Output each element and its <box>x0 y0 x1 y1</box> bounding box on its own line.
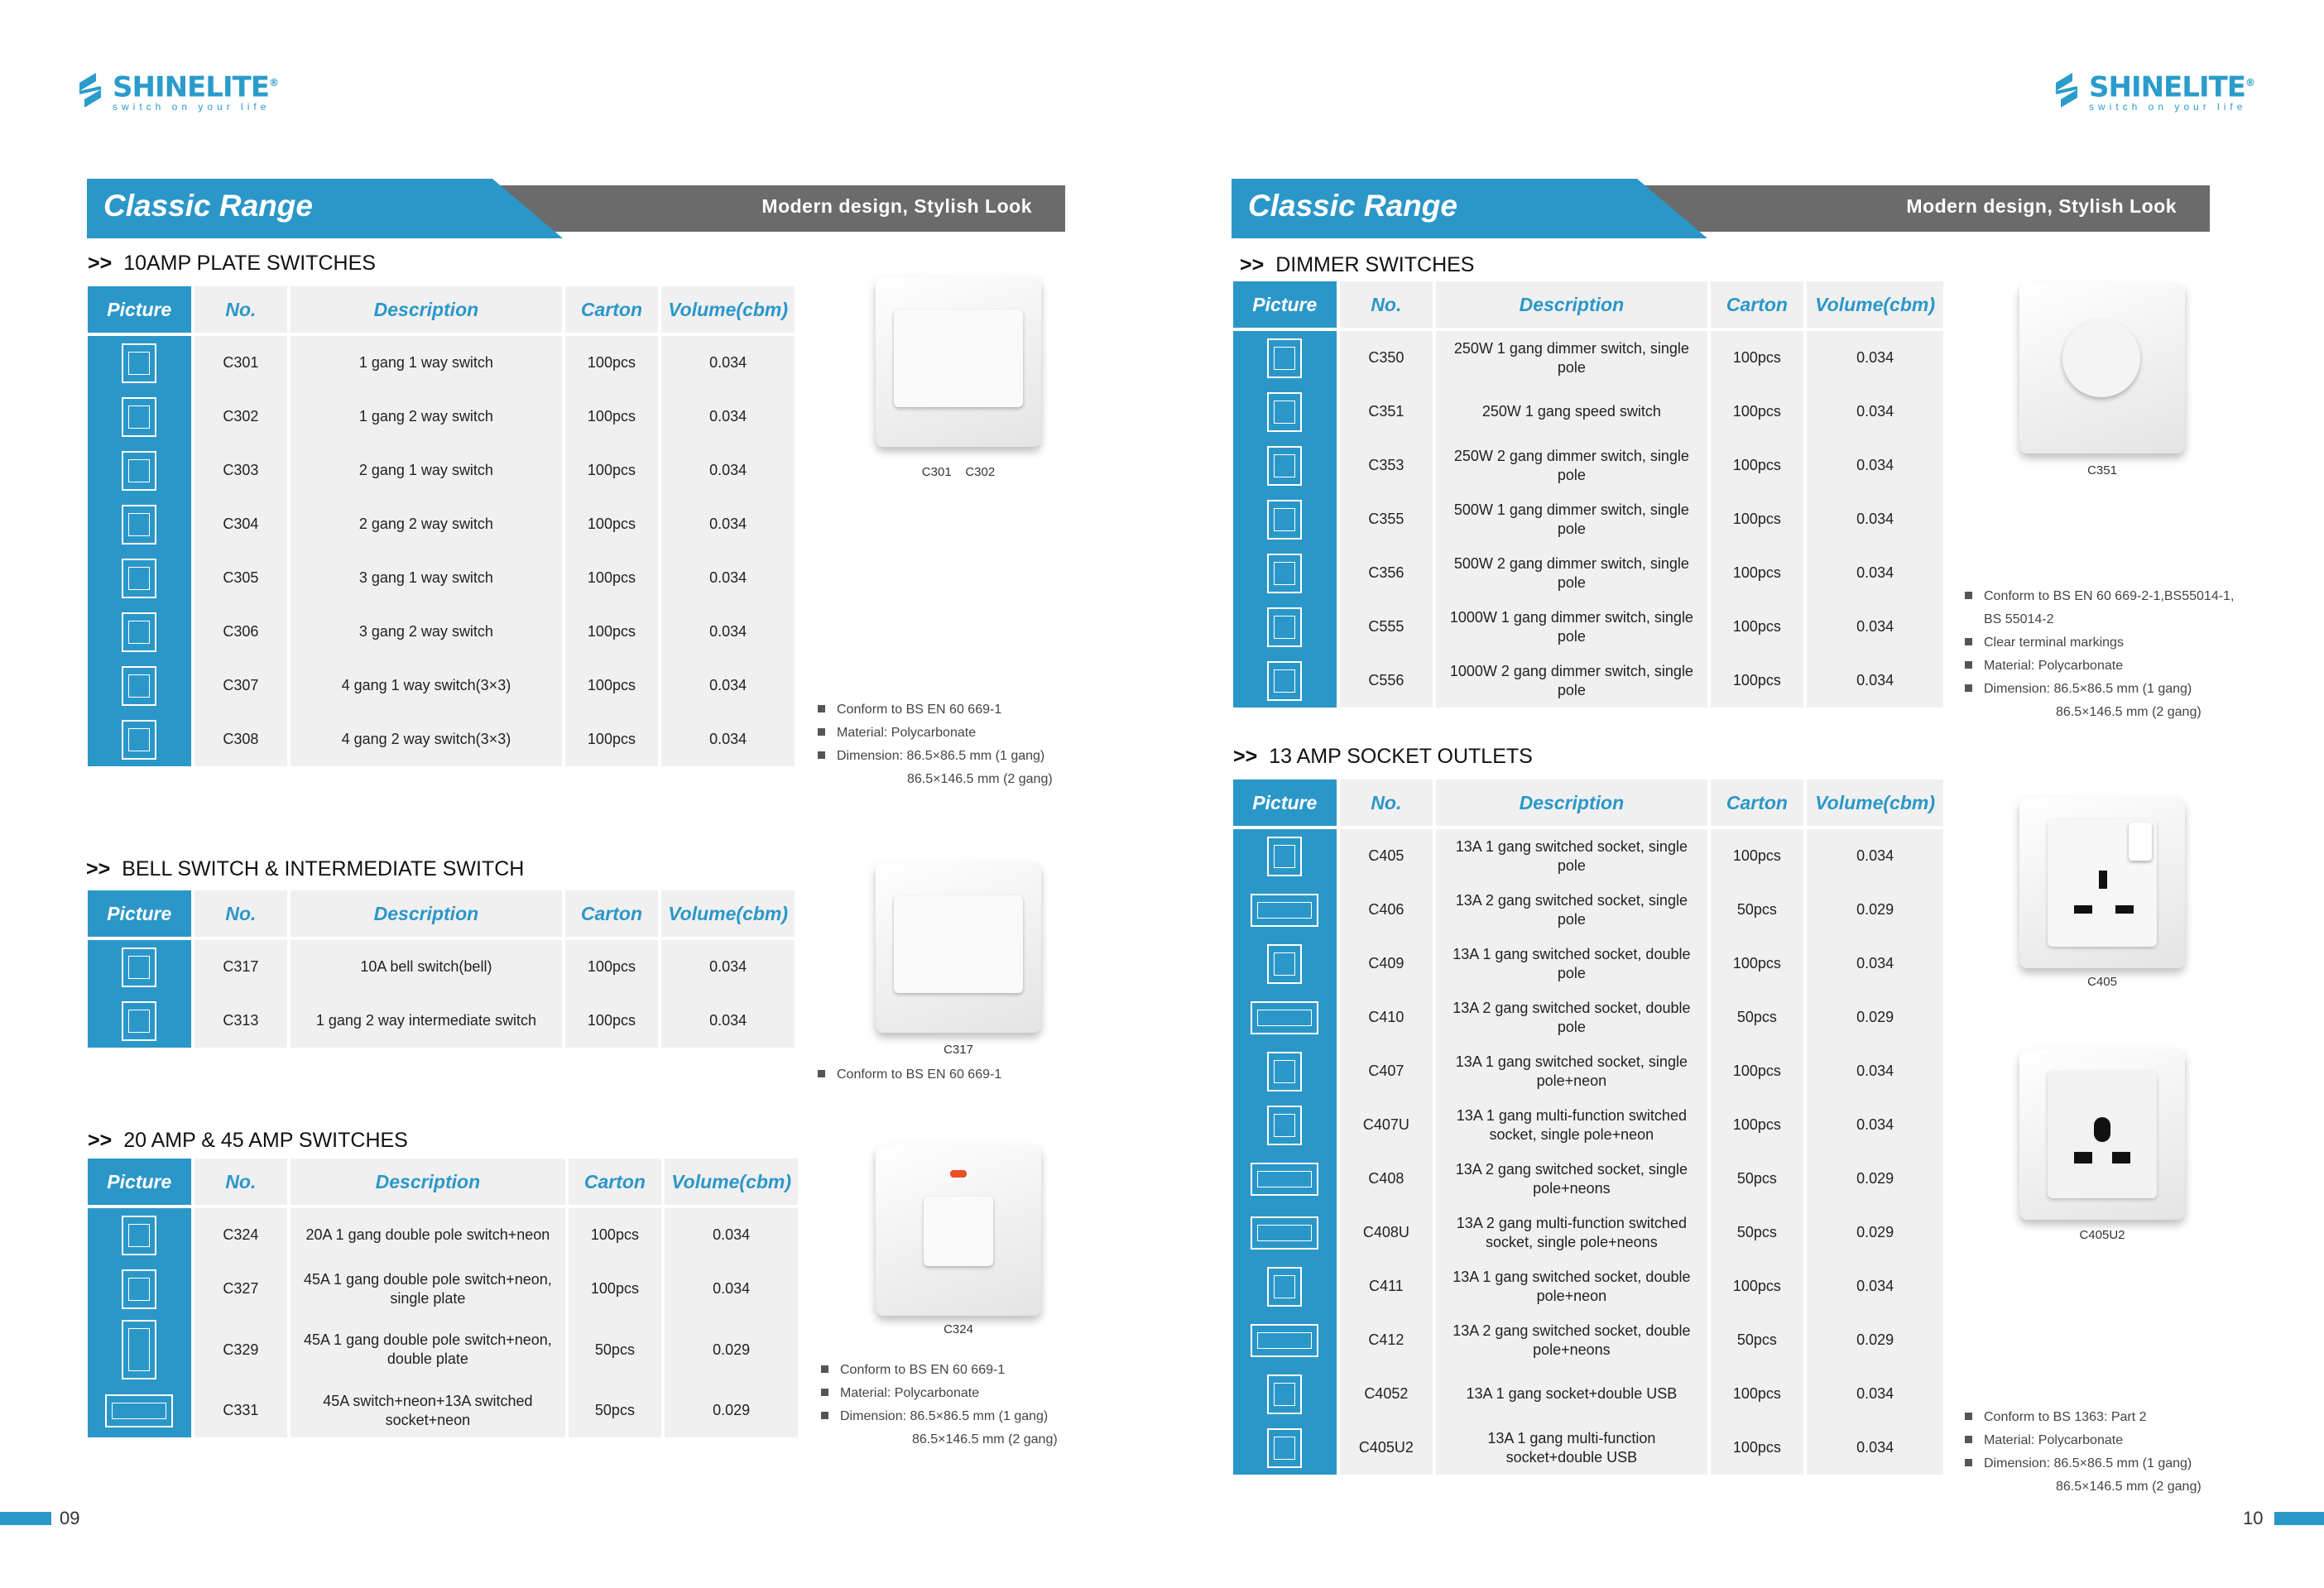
row-desc: 20A 1 gang double pole switch+neon <box>290 1208 565 1262</box>
row-desc: 1000W 1 gang dimmer switch, single pole <box>1436 600 1707 654</box>
spec-notes-plate <box>818 698 1053 791</box>
col-no: No. <box>194 286 288 336</box>
row-vol: 0.034 <box>1807 1259 1943 1313</box>
note: Material: Polycarbonate <box>1984 1433 2124 1447</box>
row-vol: 0.034 <box>1807 600 1943 654</box>
row-carton: 100pcs <box>569 1208 662 1262</box>
section-title-text: 13 AMP SOCKET OUTLETS <box>1269 745 1533 768</box>
row-no: C408U <box>1340 1206 1433 1259</box>
table-dimmer-switches <box>1230 281 1947 708</box>
row-no: C407 <box>1340 1044 1433 1098</box>
row-no: C329 <box>194 1316 288 1384</box>
section-title-text: 10AMP PLATE SWITCHES <box>123 252 376 275</box>
row-vol: 0.034 <box>661 390 795 444</box>
row-vol: 0.034 <box>1807 492 1943 546</box>
section-title-dimmer <box>1240 253 1474 277</box>
switch-2gang-icon <box>122 451 156 491</box>
page-number-left: 09 <box>60 1508 80 1528</box>
row-desc: 1000W 2 gang dimmer switch, single pole <box>1436 654 1707 708</box>
row-no: C406 <box>1340 883 1433 937</box>
row-carton: 100pcs <box>569 1262 662 1316</box>
table-amp-switches <box>84 1159 801 1437</box>
row-no: C555 <box>1340 600 1433 654</box>
note: Dimension: 86.5×86.5 mm (1 gang) <box>840 1409 1049 1423</box>
switch-1gang-icon <box>122 397 156 437</box>
photo-caption: C301 C302 <box>921 465 996 479</box>
product-photo-c405 <box>2019 798 2185 968</box>
note: Material: Polycarbonate <box>1984 659 2124 673</box>
page-number-right: 10 <box>2243 1508 2264 1528</box>
row-desc: 13A 2 gang switched socket, single pole+neons <box>1436 1152 1707 1206</box>
section-title-text: 20 AMP & 45 AMP SWITCHES <box>123 1129 408 1152</box>
socket-1gang-icon <box>1267 944 1302 984</box>
row-carton: 100pcs <box>1711 1421 1804 1475</box>
row-no: C412 <box>1340 1313 1433 1367</box>
row-carton: 100pcs <box>565 712 659 766</box>
col-picture: Picture <box>88 286 191 336</box>
row-carton: 100pcs <box>1711 829 1804 883</box>
table-plate-switches <box>84 286 798 766</box>
row-vol: 0.029 <box>665 1384 798 1437</box>
row-carton: 100pcs <box>565 444 659 497</box>
note: Dimension: 86.5×86.5 mm (1 gang) <box>837 749 1045 763</box>
row-carton: 50pcs <box>569 1316 662 1384</box>
switch-socket-icon <box>105 1394 173 1427</box>
row-carton: 100pcs <box>565 659 659 712</box>
row-no: C317 <box>194 940 288 994</box>
row-vol: 0.029 <box>1807 1152 1943 1206</box>
row-vol: 0.034 <box>1807 1098 1943 1152</box>
row-no: C308 <box>194 712 288 766</box>
brand-tagline: switch on your life <box>2089 101 2247 113</box>
row-desc: 13A 1 gang switched socket, double pole <box>1436 937 1707 991</box>
switch-4gang-icon <box>122 666 156 706</box>
col-picture: Picture <box>88 1159 191 1208</box>
row-desc: 13A 2 gang switched socket, double pole <box>1436 991 1707 1044</box>
registered-mark: ® <box>269 77 279 89</box>
row-desc: 10A bell switch(bell) <box>290 940 562 994</box>
row-vol: 0.034 <box>661 336 795 390</box>
col-description: Description <box>290 1159 565 1208</box>
col-description: Description <box>290 286 562 336</box>
row-no: C407U <box>1340 1098 1433 1152</box>
row-vol: 0.034 <box>661 712 795 766</box>
row-carton: 100pcs <box>1711 546 1804 600</box>
brand-tagline: switch on your life <box>113 101 271 113</box>
row-vol: 0.034 <box>661 605 795 659</box>
row-vol: 0.034 <box>665 1208 798 1262</box>
row-desc: 13A 1 gang multi-function switched socket, single pole+neon <box>1436 1098 1707 1152</box>
spec-notes-amp <box>821 1359 1058 1451</box>
note: 86.5×146.5 mm (2 gang) <box>912 1432 1058 1446</box>
socket-2gang-icon <box>1251 894 1318 927</box>
row-carton: 50pcs <box>1711 1313 1804 1367</box>
brand-logo-icon <box>2051 71 2082 109</box>
banner-slogan: Modern design, Stylish Look <box>1906 195 2177 217</box>
dimmer-2gang-icon <box>1267 446 1302 486</box>
photo-caption: C405U2 <box>2079 1228 2125 1242</box>
row-carton: 100pcs <box>1711 1098 1804 1152</box>
section-marker: >> <box>1233 745 1258 768</box>
dimmer-1gang-icon <box>1267 607 1302 647</box>
row-no: C411 <box>1340 1259 1433 1313</box>
socket-1gang-icon <box>1267 1267 1302 1307</box>
row-no: C410 <box>1340 991 1433 1044</box>
socket-1gang-icon <box>1267 1052 1302 1091</box>
row-vol: 0.034 <box>1807 937 1943 991</box>
col-picture: Picture <box>1233 281 1337 331</box>
socket-2gang-icon <box>1251 1001 1318 1034</box>
row-desc: 4 gang 1 way switch(3×3) <box>290 659 562 712</box>
page-banner-right <box>1232 179 2210 238</box>
row-no: C301 <box>194 336 288 390</box>
row-desc: 13A 2 gang switched socket, single pole <box>1436 883 1707 937</box>
row-no: C405 <box>1340 829 1433 883</box>
row-desc: 4 gang 2 way switch(3×3) <box>290 712 562 766</box>
switch-4gang-icon <box>122 720 156 760</box>
switch-1gang-icon <box>122 343 156 383</box>
section-title-text: DIMMER SWITCHES <box>1275 253 1475 276</box>
col-no: No. <box>194 890 288 940</box>
row-carton: 100pcs <box>565 497 659 551</box>
row-vol: 0.034 <box>1807 546 1943 600</box>
registered-mark: ® <box>2245 77 2255 89</box>
row-no: C313 <box>194 994 288 1048</box>
dimmer-1gang-icon <box>1267 338 1302 378</box>
speed-switch-icon <box>1267 392 1302 432</box>
row-no: C304 <box>194 497 288 551</box>
row-no: C306 <box>194 605 288 659</box>
col-picture: Picture <box>1233 780 1337 829</box>
row-vol: 0.034 <box>661 444 795 497</box>
row-carton: 100pcs <box>1711 1259 1804 1313</box>
row-vol: 0.029 <box>665 1316 798 1384</box>
section-marker: >> <box>88 252 113 275</box>
section-marker: >> <box>1240 253 1265 276</box>
row-vol: 0.034 <box>1807 1367 1943 1421</box>
row-desc: 13A 1 gang multi-function socket+double USB <box>1436 1421 1707 1475</box>
row-vol: 0.029 <box>1807 1206 1943 1259</box>
product-photo-c301 <box>876 276 1041 447</box>
note: Conform to BS EN 60 669-2-1,BS55014-1, <box>1984 589 2235 603</box>
page-bar-right <box>2274 1512 2324 1525</box>
table-bell-switches <box>84 890 798 1048</box>
col-description: Description <box>1436 281 1707 331</box>
row-desc: 250W 2 gang dimmer switch, single pole <box>1436 439 1707 492</box>
row-desc: 13A 2 gang multi-function switched socket, single pole+neons <box>1436 1206 1707 1259</box>
row-carton: 50pcs <box>1711 1206 1804 1259</box>
row-desc: 45A 1 gang double pole switch+neon, single plate <box>290 1262 565 1316</box>
section-title-plate <box>88 252 376 276</box>
row-desc: 1 gang 1 way switch <box>290 336 562 390</box>
col-volume: Volume(cbm) <box>1807 780 1943 829</box>
row-carton: 100pcs <box>565 336 659 390</box>
product-photo-c317 <box>876 862 1041 1033</box>
row-carton: 100pcs <box>565 994 659 1048</box>
row-no: C331 <box>194 1384 288 1437</box>
note: 86.5×146.5 mm (2 gang) <box>2056 1480 2202 1494</box>
socket-multi-2gang-icon <box>1251 1216 1318 1250</box>
row-vol: 0.034 <box>661 659 795 712</box>
row-desc: 13A 1 gang switched socket, double pole+neon <box>1436 1259 1707 1313</box>
row-no: C350 <box>1340 331 1433 385</box>
spec-notes-bell <box>818 1063 1001 1087</box>
row-vol: 0.034 <box>1807 385 1943 439</box>
row-no: C305 <box>194 551 288 605</box>
photo-caption: C317 <box>944 1043 973 1057</box>
photo-caption: C324 <box>944 1322 973 1336</box>
section-title-text: BELL SWITCH & INTERMEDIATE SWITCH <box>122 857 525 880</box>
row-vol: 0.034 <box>1807 1044 1943 1098</box>
row-vol: 0.034 <box>1807 829 1943 883</box>
note: 86.5×146.5 mm (2 gang) <box>2056 705 2202 719</box>
note: Clear terminal markings <box>1984 636 2124 650</box>
socket-usb-icon <box>1267 1375 1302 1414</box>
col-carton: Carton <box>1711 780 1804 829</box>
switch-2gang-icon <box>122 505 156 545</box>
col-no: No. <box>1340 281 1433 331</box>
row-no: C556 <box>1340 654 1433 708</box>
switch-neon-icon <box>122 1216 156 1255</box>
note: Conform to BS 1363: Part 2 <box>1984 1410 2147 1424</box>
row-no: C356 <box>1340 546 1433 600</box>
note: Conform to BS EN 60 669-1 <box>837 1067 1002 1082</box>
note: Dimension: 86.5×86.5 mm (1 gang) <box>1984 1456 2192 1470</box>
col-no: No. <box>194 1159 288 1208</box>
col-volume: Volume(cbm) <box>661 286 795 336</box>
row-vol: 0.034 <box>661 940 795 994</box>
photo-caption: C351 <box>2087 463 2117 477</box>
section-marker: >> <box>86 857 111 880</box>
product-photo-c405u2 <box>2019 1049 2185 1220</box>
socket-2gang-icon <box>1251 1324 1318 1357</box>
row-desc: 2 gang 2 way switch <box>290 497 562 551</box>
row-carton: 100pcs <box>1711 654 1804 708</box>
row-carton: 100pcs <box>1711 1044 1804 1098</box>
row-desc: 1 gang 2 way switch <box>290 390 562 444</box>
section-marker: >> <box>88 1129 113 1152</box>
row-carton: 100pcs <box>1711 600 1804 654</box>
row-no: C327 <box>194 1262 288 1316</box>
note: Conform to BS EN 60 669-1 <box>840 1363 1006 1377</box>
row-no: C355 <box>1340 492 1433 546</box>
product-photo-c351 <box>2019 283 2185 453</box>
row-desc: 3 gang 1 way switch <box>290 551 562 605</box>
section-title-amp <box>88 1129 408 1153</box>
col-carton: Carton <box>569 1159 662 1208</box>
table-socket-outlets <box>1230 780 1947 1475</box>
row-desc: 1 gang 2 way intermediate switch <box>290 994 562 1048</box>
dimmer-1gang-icon <box>1267 500 1302 540</box>
row-vol: 0.034 <box>661 497 795 551</box>
col-volume: Volume(cbm) <box>1807 281 1943 331</box>
row-desc: 13A 1 gang socket+double USB <box>1436 1367 1707 1421</box>
row-desc: 45A switch+neon+13A switched socket+neon <box>290 1384 565 1437</box>
dimmer-2gang-icon <box>1267 554 1302 593</box>
row-vol: 0.034 <box>661 994 795 1048</box>
dimmer-2gang-icon <box>1267 661 1302 701</box>
note: BS 55014-2 <box>1984 612 2054 626</box>
row-carton: 100pcs <box>565 390 659 444</box>
col-no: No. <box>1340 780 1433 829</box>
row-vol: 0.034 <box>1807 654 1943 708</box>
switch-neon-icon <box>122 1269 156 1309</box>
col-volume: Volume(cbm) <box>665 1159 798 1208</box>
col-carton: Carton <box>565 286 659 336</box>
row-carton: 100pcs <box>565 940 659 994</box>
spec-notes-dimmer <box>1965 585 2234 724</box>
row-no: C303 <box>194 444 288 497</box>
row-carton: 100pcs <box>565 605 659 659</box>
brand-logo-right <box>2051 68 2254 112</box>
socket-2gang-icon <box>1251 1163 1318 1196</box>
brand-name: SHINELITE <box>2089 70 2246 104</box>
page-banner-left <box>87 179 1065 238</box>
banner-title: Classic Range <box>103 189 313 223</box>
row-desc: 2 gang 1 way switch <box>290 444 562 497</box>
socket-multi-usb-icon <box>1267 1428 1302 1468</box>
row-no: C409 <box>1340 937 1433 991</box>
row-desc: 13A 1 gang switched socket, single pole <box>1436 829 1707 883</box>
spec-notes-socket <box>1965 1406 2202 1499</box>
brand-logo-icon <box>74 71 106 109</box>
row-desc: 250W 1 gang speed switch <box>1436 385 1707 439</box>
row-no: C324 <box>194 1208 288 1262</box>
row-carton: 100pcs <box>1711 385 1804 439</box>
col-description: Description <box>290 890 562 940</box>
switch-double-plate-icon <box>122 1320 156 1379</box>
row-carton: 50pcs <box>1711 991 1804 1044</box>
col-carton: Carton <box>1711 281 1804 331</box>
page-bar-left <box>0 1512 51 1525</box>
banner-title: Classic Range <box>1248 189 1457 223</box>
socket-1gang-icon <box>1267 837 1302 876</box>
row-carton: 100pcs <box>1711 492 1804 546</box>
row-no: C351 <box>1340 385 1433 439</box>
row-no: C408 <box>1340 1152 1433 1206</box>
row-carton: 100pcs <box>565 551 659 605</box>
switch-1gang-icon <box>122 1001 156 1041</box>
socket-multi-icon <box>1267 1106 1302 1145</box>
row-vol: 0.034 <box>661 551 795 605</box>
row-no: C307 <box>194 659 288 712</box>
row-desc: 13A 2 gang switched socket, double pole+neons <box>1436 1313 1707 1367</box>
section-title-socket <box>1233 745 1533 769</box>
row-no: C353 <box>1340 439 1433 492</box>
row-no: C405U2 <box>1340 1421 1433 1475</box>
col-carton: Carton <box>565 890 659 940</box>
row-desc: 500W 2 gang dimmer switch, single pole <box>1436 546 1707 600</box>
row-vol: 0.029 <box>1807 883 1943 937</box>
row-desc: 3 gang 2 way switch <box>290 605 562 659</box>
row-carton: 100pcs <box>1711 439 1804 492</box>
note: 86.5×146.5 mm (2 gang) <box>907 772 1053 786</box>
note: Conform to BS EN 60 669-1 <box>837 703 1002 717</box>
row-vol: 0.034 <box>1807 1421 1943 1475</box>
row-no: C4052 <box>1340 1367 1433 1421</box>
col-volume: Volume(cbm) <box>661 890 795 940</box>
row-carton: 100pcs <box>1711 1367 1804 1421</box>
row-vol: 0.034 <box>665 1262 798 1316</box>
row-carton: 50pcs <box>1711 883 1804 937</box>
row-desc: 250W 1 gang dimmer switch, single pole <box>1436 331 1707 385</box>
row-desc: 13A 1 gang switched socket, single pole+neon <box>1436 1044 1707 1098</box>
row-desc: 45A 1 gang double pole switch+neon, double plate <box>290 1316 565 1384</box>
banner-slogan: Modern design, Stylish Look <box>761 195 1032 217</box>
row-vol: 0.029 <box>1807 991 1943 1044</box>
row-carton: 50pcs <box>1711 1152 1804 1206</box>
note: Material: Polycarbonate <box>840 1386 980 1400</box>
brand-logo-left <box>74 68 278 112</box>
row-carton: 100pcs <box>1711 331 1804 385</box>
row-carton: 50pcs <box>569 1384 662 1437</box>
col-picture: Picture <box>88 890 191 940</box>
bell-switch-icon <box>122 948 156 987</box>
brand-name: SHINELITE <box>113 70 270 104</box>
section-title-bell <box>86 857 524 881</box>
row-desc: 500W 1 gang dimmer switch, single pole <box>1436 492 1707 546</box>
row-no: C302 <box>194 390 288 444</box>
note: Material: Polycarbonate <box>837 726 977 740</box>
switch-3gang-icon <box>122 612 156 652</box>
col-description: Description <box>1436 780 1707 829</box>
row-vol: 0.034 <box>1807 331 1943 385</box>
row-vol: 0.029 <box>1807 1313 1943 1367</box>
product-photo-c324 <box>876 1145 1041 1316</box>
photo-caption: C405 <box>2087 975 2117 989</box>
row-vol: 0.034 <box>1807 439 1943 492</box>
note: Dimension: 86.5×86.5 mm (1 gang) <box>1984 682 2192 696</box>
switch-3gang-icon <box>122 559 156 598</box>
row-carton: 100pcs <box>1711 937 1804 991</box>
